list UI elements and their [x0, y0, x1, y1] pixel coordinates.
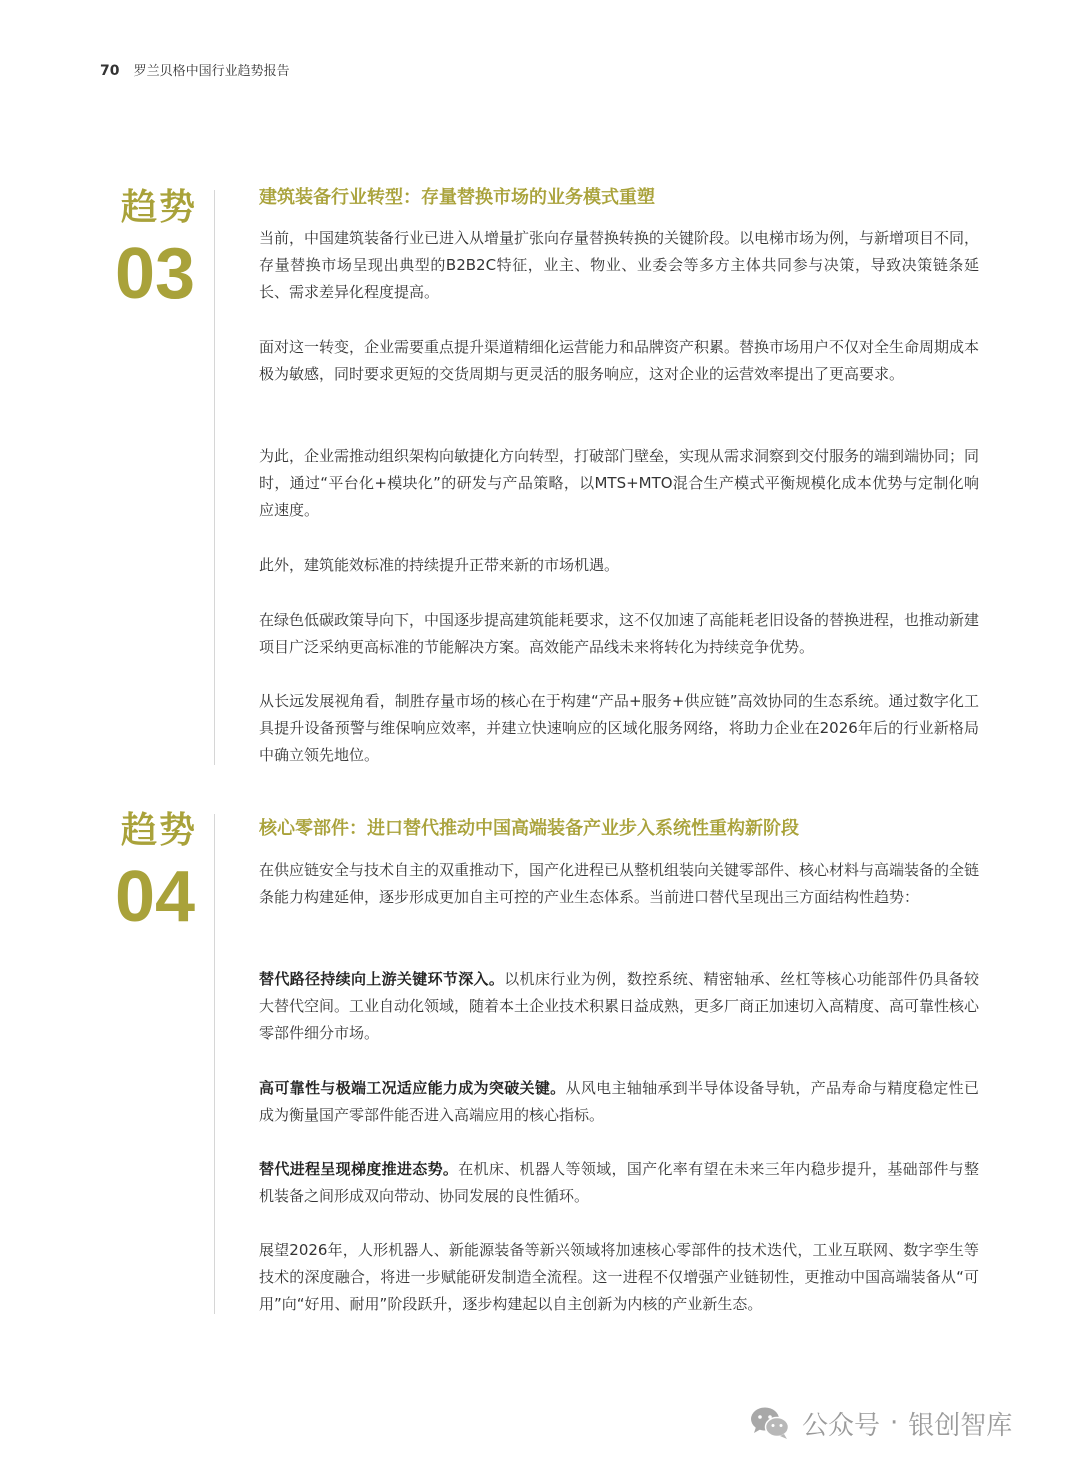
- page-header: [100, 60, 290, 79]
- wechat-icon: [750, 1406, 790, 1440]
- paragraph: 为此，企业需推动组织架构向敏捷化方向转型，打破部门壁垒，实现从需求洞察到交付服务的端到端协同；同时，通过“平台化+模块化”的研发与产品策略，以MTS+MTO混合生产模式平衡规模化成本优势与定制化响应速度。: [259, 447, 980, 519]
- paragraph: 此外，建筑能效标准的持续提升正带来新的市场机遇。: [259, 556, 620, 574]
- platform-label: 公众号: [802, 1410, 881, 1441]
- paragraph: 当前，中国建筑装备行业已进入从增量扩张向存量替换转换的关键阶段。以电梯市场为例，与新增项目不同，存量替换市场呈现出典型的B2B2C特征，业主、物业、业委会等多方主体共同参与决策，导致决策链条延长、需求差异化程度提高。: [259, 229, 980, 301]
- paragraph: 替代路径持续向上游关键环节深入。以机床行业为例，数控系统、精密轴承、丝杠等核心功能部件仍具备较大替代空间。工业自动化领域，随着本土企业技术积累日益成熟，更多厂商正加速切入高精度、高可靠性核心零部件细分市场。: [259, 970, 980, 1042]
- paragraph-lead: 替代进程呈现梯度推进态势。: [259, 1160, 459, 1178]
- trend-label: 趋势: [120, 810, 197, 851]
- paragraph: 从长远发展视角看，制胜存量市场的核心在于构建“产品+服务+供应链”高效协同的生态系统。通过数字化工具提升设备预警与维保响应效率，并建立快速响应的区域化服务网络，将助力企业在2026年后的行业新格局中确立领先地位。: [259, 692, 979, 764]
- paragraph: 替代进程呈现梯度推进态势。在机床、机器人等领域，国产化率有望在未来三年内稳步提升，基础部件与整机装备之间形成双向带动、协同发展的良性循环。: [259, 1160, 979, 1205]
- paragraph: 面对这一转变，企业需要重点提升渠道精细化运营能力和品牌资产积累。替换市场用户不仅对全生命周期成本极为敏感，同时要求更短的交货周期与更灵活的服务响应，这对企业的运营效率提出了更高要求。: [259, 338, 980, 383]
- paragraph-lead: 替代路径持续向上游关键环节深入。: [259, 970, 505, 988]
- separator: ·: [890, 1408, 899, 1438]
- account-name: 银创智库: [908, 1410, 1013, 1441]
- trend-number: 03: [114, 234, 196, 314]
- trend-label: 趋势: [120, 187, 197, 228]
- section-title: 建筑装备行业转型：存量替换市场的业务模式重塑: [259, 187, 655, 208]
- section-divider: [214, 814, 215, 1314]
- report-title: 罗兰贝格中国行业趋势报告: [133, 64, 290, 79]
- page-number: 70: [100, 63, 120, 79]
- section-title: 核心零部件：进口替代推动中国高端装备产业步入系统性重构新阶段: [259, 818, 799, 839]
- paragraph: 在供应链安全与技术自主的双重推动下，国产化进程已从整机组装向关键零部件、核心材料与高端装备的全链条能力构建延伸，逐步形成更加自主可控的产业生态体系。当前进口替代呈现出三方面结构性趋势：: [259, 861, 980, 906]
- section-divider: [214, 190, 215, 765]
- trend-number: 04: [114, 857, 196, 937]
- paragraph: 高可靠性与极端工况适应能力成为突破关键。从风电主轴轴承到半导体设备导轨，产品寿命与精度稳定性已成为衡量国产零部件能否进入高端应用的核心指标。: [259, 1079, 979, 1124]
- paragraph-lead: 高可靠性与极端工况适应能力成为突破关键。: [259, 1079, 566, 1097]
- paragraph: 在绿色低碳政策导向下，中国逐步提高建筑能耗要求，这不仅加速了高能耗老旧设备的替换进程，也推动新建项目广泛采纳更高标准的节能解决方案。高效能产品线未来将转化为持续竞争优势。: [259, 611, 980, 656]
- paragraph: 展望2026年，人形机器人、新能源装备等新兴领域将加速核心零部件的技术迭代，工业互联网、数字孪生等技术的深度融合，将进一步赋能研发制造全流程。这一进程不仅增强产业链韧性，更推动中国高端装备从“可用”向“好用、耐用”阶段跃升，逐步构建起以自主创新为内核的产业新生态。: [259, 1241, 979, 1313]
- wechat-watermark: [750, 1398, 1012, 1448]
